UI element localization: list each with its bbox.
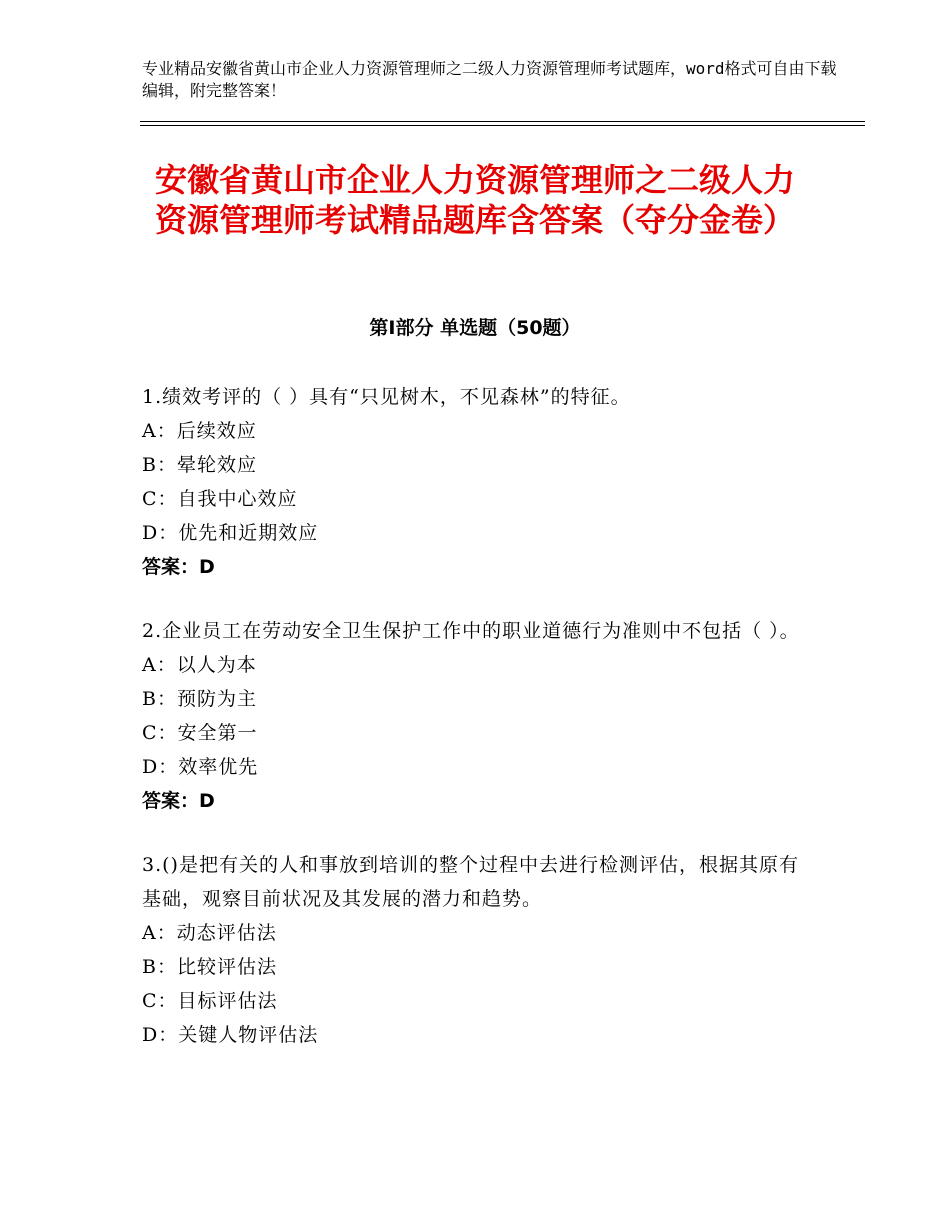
- option-b: B：比较评估法: [142, 956, 277, 978]
- option-a: A：动态评估法: [142, 922, 277, 944]
- question-1: [142, 380, 807, 584]
- question-stem: 3.()是把有关的人和事放到培训的整个过程中去进行检测评估，根据其原有基础，观察目前状况及其发展的潜力和趋势。: [142, 854, 799, 910]
- header-divider: [140, 121, 865, 126]
- option-b: B：晕轮效应: [142, 454, 257, 476]
- answer-label: 答案：D: [142, 556, 215, 578]
- question-2: [142, 614, 807, 818]
- option-a: A：以人为本: [142, 654, 257, 676]
- question-3: [142, 848, 807, 1052]
- option-c: C：安全第一: [142, 722, 258, 744]
- document-title: 安徽省黄山市企业人力资源管理师之二级人力资源管理师考试精品题库含答案（夺分金卷）: [154, 161, 795, 239]
- option-d: D：效率优先: [142, 756, 259, 778]
- option-d: D：关键人物评估法: [142, 1024, 319, 1046]
- question-stem: 1.绩效考评的（ ）具有“只见树木，不见森林”的特征。: [142, 386, 631, 408]
- option-b: B：预防为主: [142, 688, 257, 710]
- question-stem: 2.企业员工在劳动安全卫生保护工作中的职业道德行为准则中不包括（ ）。: [142, 620, 800, 642]
- option-d: D：优先和近期效应: [142, 522, 319, 544]
- question-list: [142, 380, 807, 1082]
- section-title: 第Ⅰ部分 单选题（50题）: [369, 317, 581, 339]
- answer-label: 答案：D: [142, 790, 215, 812]
- option-c: C：自我中心效应: [142, 488, 298, 510]
- option-a: A：后续效应: [142, 420, 257, 442]
- option-c: C：目标评估法: [142, 990, 278, 1012]
- header-note: 专业精品安徽省黄山市企业人力资源管理师之二级人力资源管理师考试题库，word格式可自由下载编辑，附完整答案！: [142, 59, 837, 100]
